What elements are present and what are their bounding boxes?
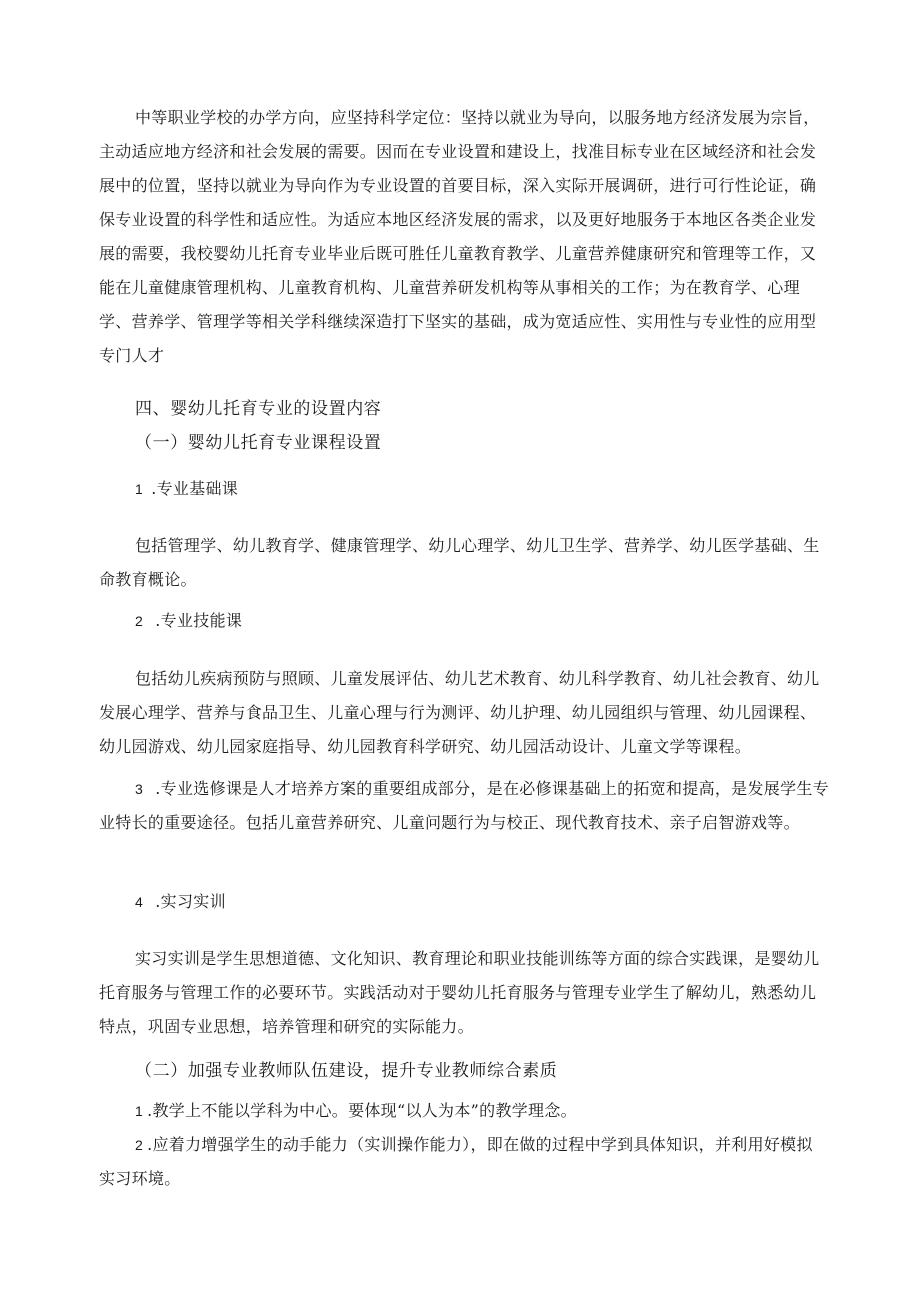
list-item-number: 2 xyxy=(135,1137,143,1153)
list-item-title: .实习实训 xyxy=(155,892,226,911)
list-item-number: 4 xyxy=(135,894,143,910)
list-item-number: 3 xyxy=(135,781,143,797)
list-item-title: .专业基础课 xyxy=(151,479,239,498)
list-item-number: 1 xyxy=(135,481,143,497)
list-item-4-heading xyxy=(99,885,829,919)
list-item-1-body: 包括管理学、幼儿教育学、健康管理学、幼儿心理学、幼儿卫生学、营养学、幼儿医学基础、生命教育概论。 xyxy=(99,536,820,589)
list-item-2-heading xyxy=(99,604,829,638)
sub2-list-item-1 xyxy=(99,1094,829,1128)
subsection-heading-1: （一）婴幼儿托育专业课程设置 xyxy=(135,433,382,453)
list-item-2-body: 包括幼儿疾病预防与照顾、儿童发展评估、幼儿艺术教育、幼儿科学教育、幼儿社会教育、幼儿发展心理学、营养与食品卫生、儿童心理与行为测评、幼儿护理、幼儿园组织与管理、幼儿园课程、幼儿园游戏、幼儿园家庭指导、幼儿园教育科学研究、幼儿园活动设计、儿童文学等课程。 xyxy=(99,669,820,756)
list-item-number: 2 xyxy=(135,613,143,629)
list-item-1-heading xyxy=(99,472,829,506)
section-heading-4: 四、婴幼儿托育专业的设置内容 xyxy=(135,399,382,419)
list-item-3 xyxy=(99,772,829,840)
subsection-heading-2: （二）加强专业教师队伍建设，提升专业教师综合素质 xyxy=(135,1061,558,1081)
sub2-list-item-2 xyxy=(99,1128,829,1196)
list-item-4-body: 实习实训是学生思想道德、文化知识、教育理论和职业技能训练等方面的综合实践课，是婴幼儿托育服务与管理工作的必要环节。实践活动对于婴幼儿托育服务与管理专业学生了解幼儿，熟悉幼儿特点，巩固专业思想，培养管理和研究的实际能力。 xyxy=(99,949,820,1036)
list-item-title: .专业技能课 xyxy=(155,611,243,630)
list-item-text: .应着力增强学生的动手能力（实训操作能力），即在做的过程中学到具体知识，并利用好模拟实习环境。 xyxy=(99,1135,813,1188)
list-item-number: 1 xyxy=(135,1103,143,1119)
intro-paragraph: 中等职业学校的办学方向，应坚持科学定位：坚持以就业为导向，以服务地方经济发展为宗旨，主动适应地方经济和社会发展的需要。因而在专业设置和建设上，找准目标专业在区域经济和社会发展中的位置，坚持以就业为导向作为专业设置的首要目标，深入实际开展调研，进行可行性论证，确保专业设置的科学性和适应性。为适应本地区经济发展的需求，以及更好地服务于本地区各类企业发展的需要，我校婴幼儿托育专业毕业后既可胜任儿童教育教学、儿童营养健康研究和管理等工作，又能在儿童健康管理机构、儿童教育机构、儿童营养研发机构等从事相关的工作；为在教育学、心理学、营养学、管理学等相关学科继续深造打下坚实的基础，成为宽适应性、实用性与专业性的应用型专门人才 xyxy=(99,108,820,365)
list-item-text: .专业选修课是人才培养方案的重要组成部分，是在必修课基础上的拓宽和提高，是发展学生专业特长的重要途径。包括儿童营养研究、儿童问题行为与校正、现代教育技术、亲子启智游戏等。 xyxy=(99,779,829,832)
list-item-text: .教学上不能以学科为中心。要体现“以人为本”的教学理念。 xyxy=(147,1101,577,1120)
